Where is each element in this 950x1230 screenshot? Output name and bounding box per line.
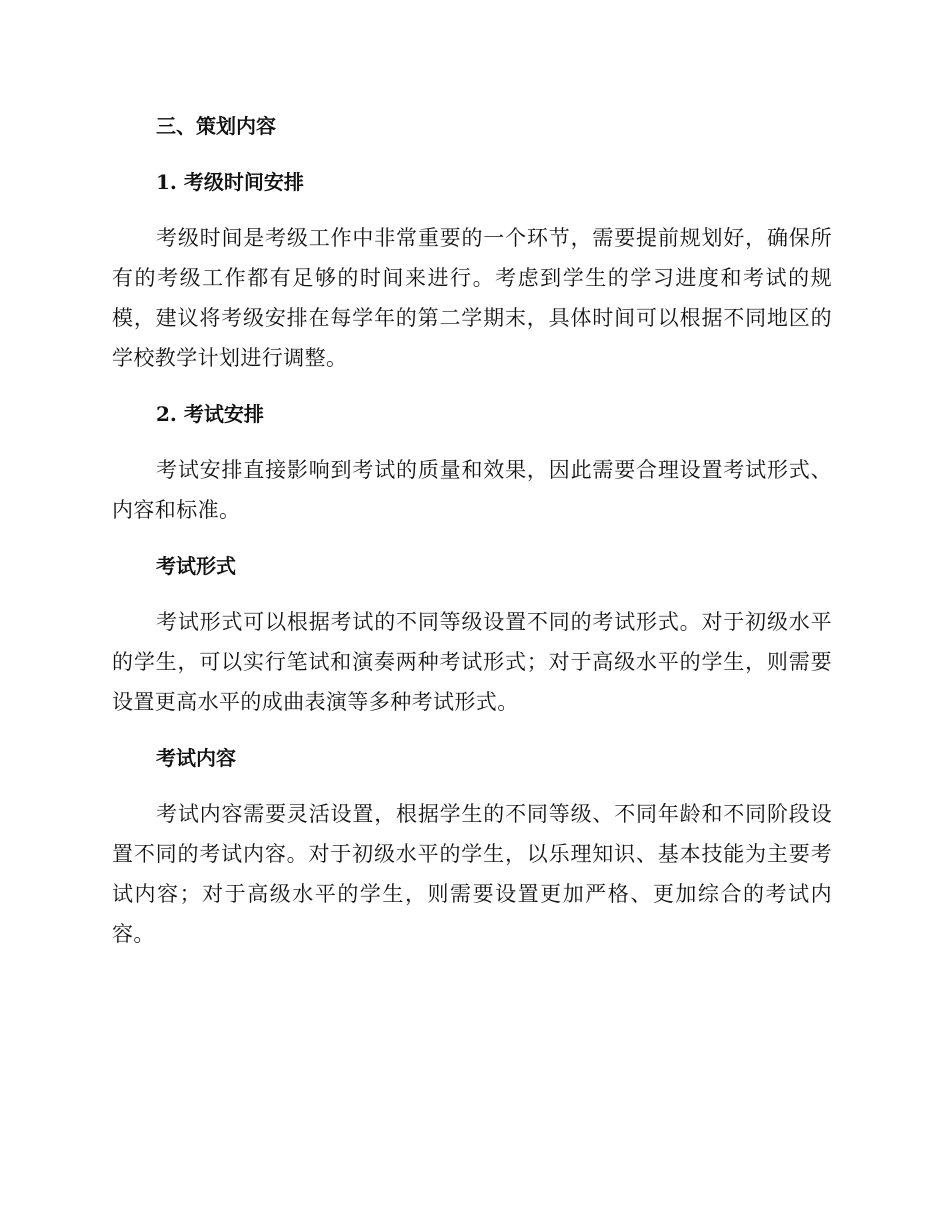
item2-paragraph: 考试安排直接影响到考试的质量和效果，因此需要合理设置考试形式、内容和标准。	[112, 458, 832, 522]
exam-content-heading: 考试内容	[156, 746, 236, 770]
item2-heading: 2. 考试安排	[156, 402, 264, 426]
exam-form-heading: 考试形式	[156, 554, 236, 578]
item1-heading: 1. 考级时间安排	[156, 170, 304, 194]
item1-paragraph: 考级时间是考级工作中非常重要的一个环节，需要提前规划好，确保所有的考级工作都有足够的时间来进行。考虑到学生的学习进度和考试的规模，建议将考级安排在每学年的第二学期末，具体时间可以根据不同地区的学校教学计划进行调整。	[112, 226, 832, 370]
exam-form-paragraph: 考试形式可以根据考试的不同等级设置不同的考试形式。对于初级水平的学生，可以实行笔试和演奏两种考试形式；对于高级水平的学生，则需要设置更高水平的成曲表演等多种考试形式。	[112, 610, 832, 714]
document-page	[112, 106, 832, 954]
exam-content-paragraph: 考试内容需要灵活设置，根据学生的不同等级、不同年龄和不同阶段设置不同的考试内容。对于初级水平的学生，以乐理知识、基本技能为主要考试内容；对于高级水平的学生，则需要设置更加严格、更加综合的考试内容。	[112, 802, 832, 946]
section-heading: 三、策划内容	[156, 114, 276, 138]
